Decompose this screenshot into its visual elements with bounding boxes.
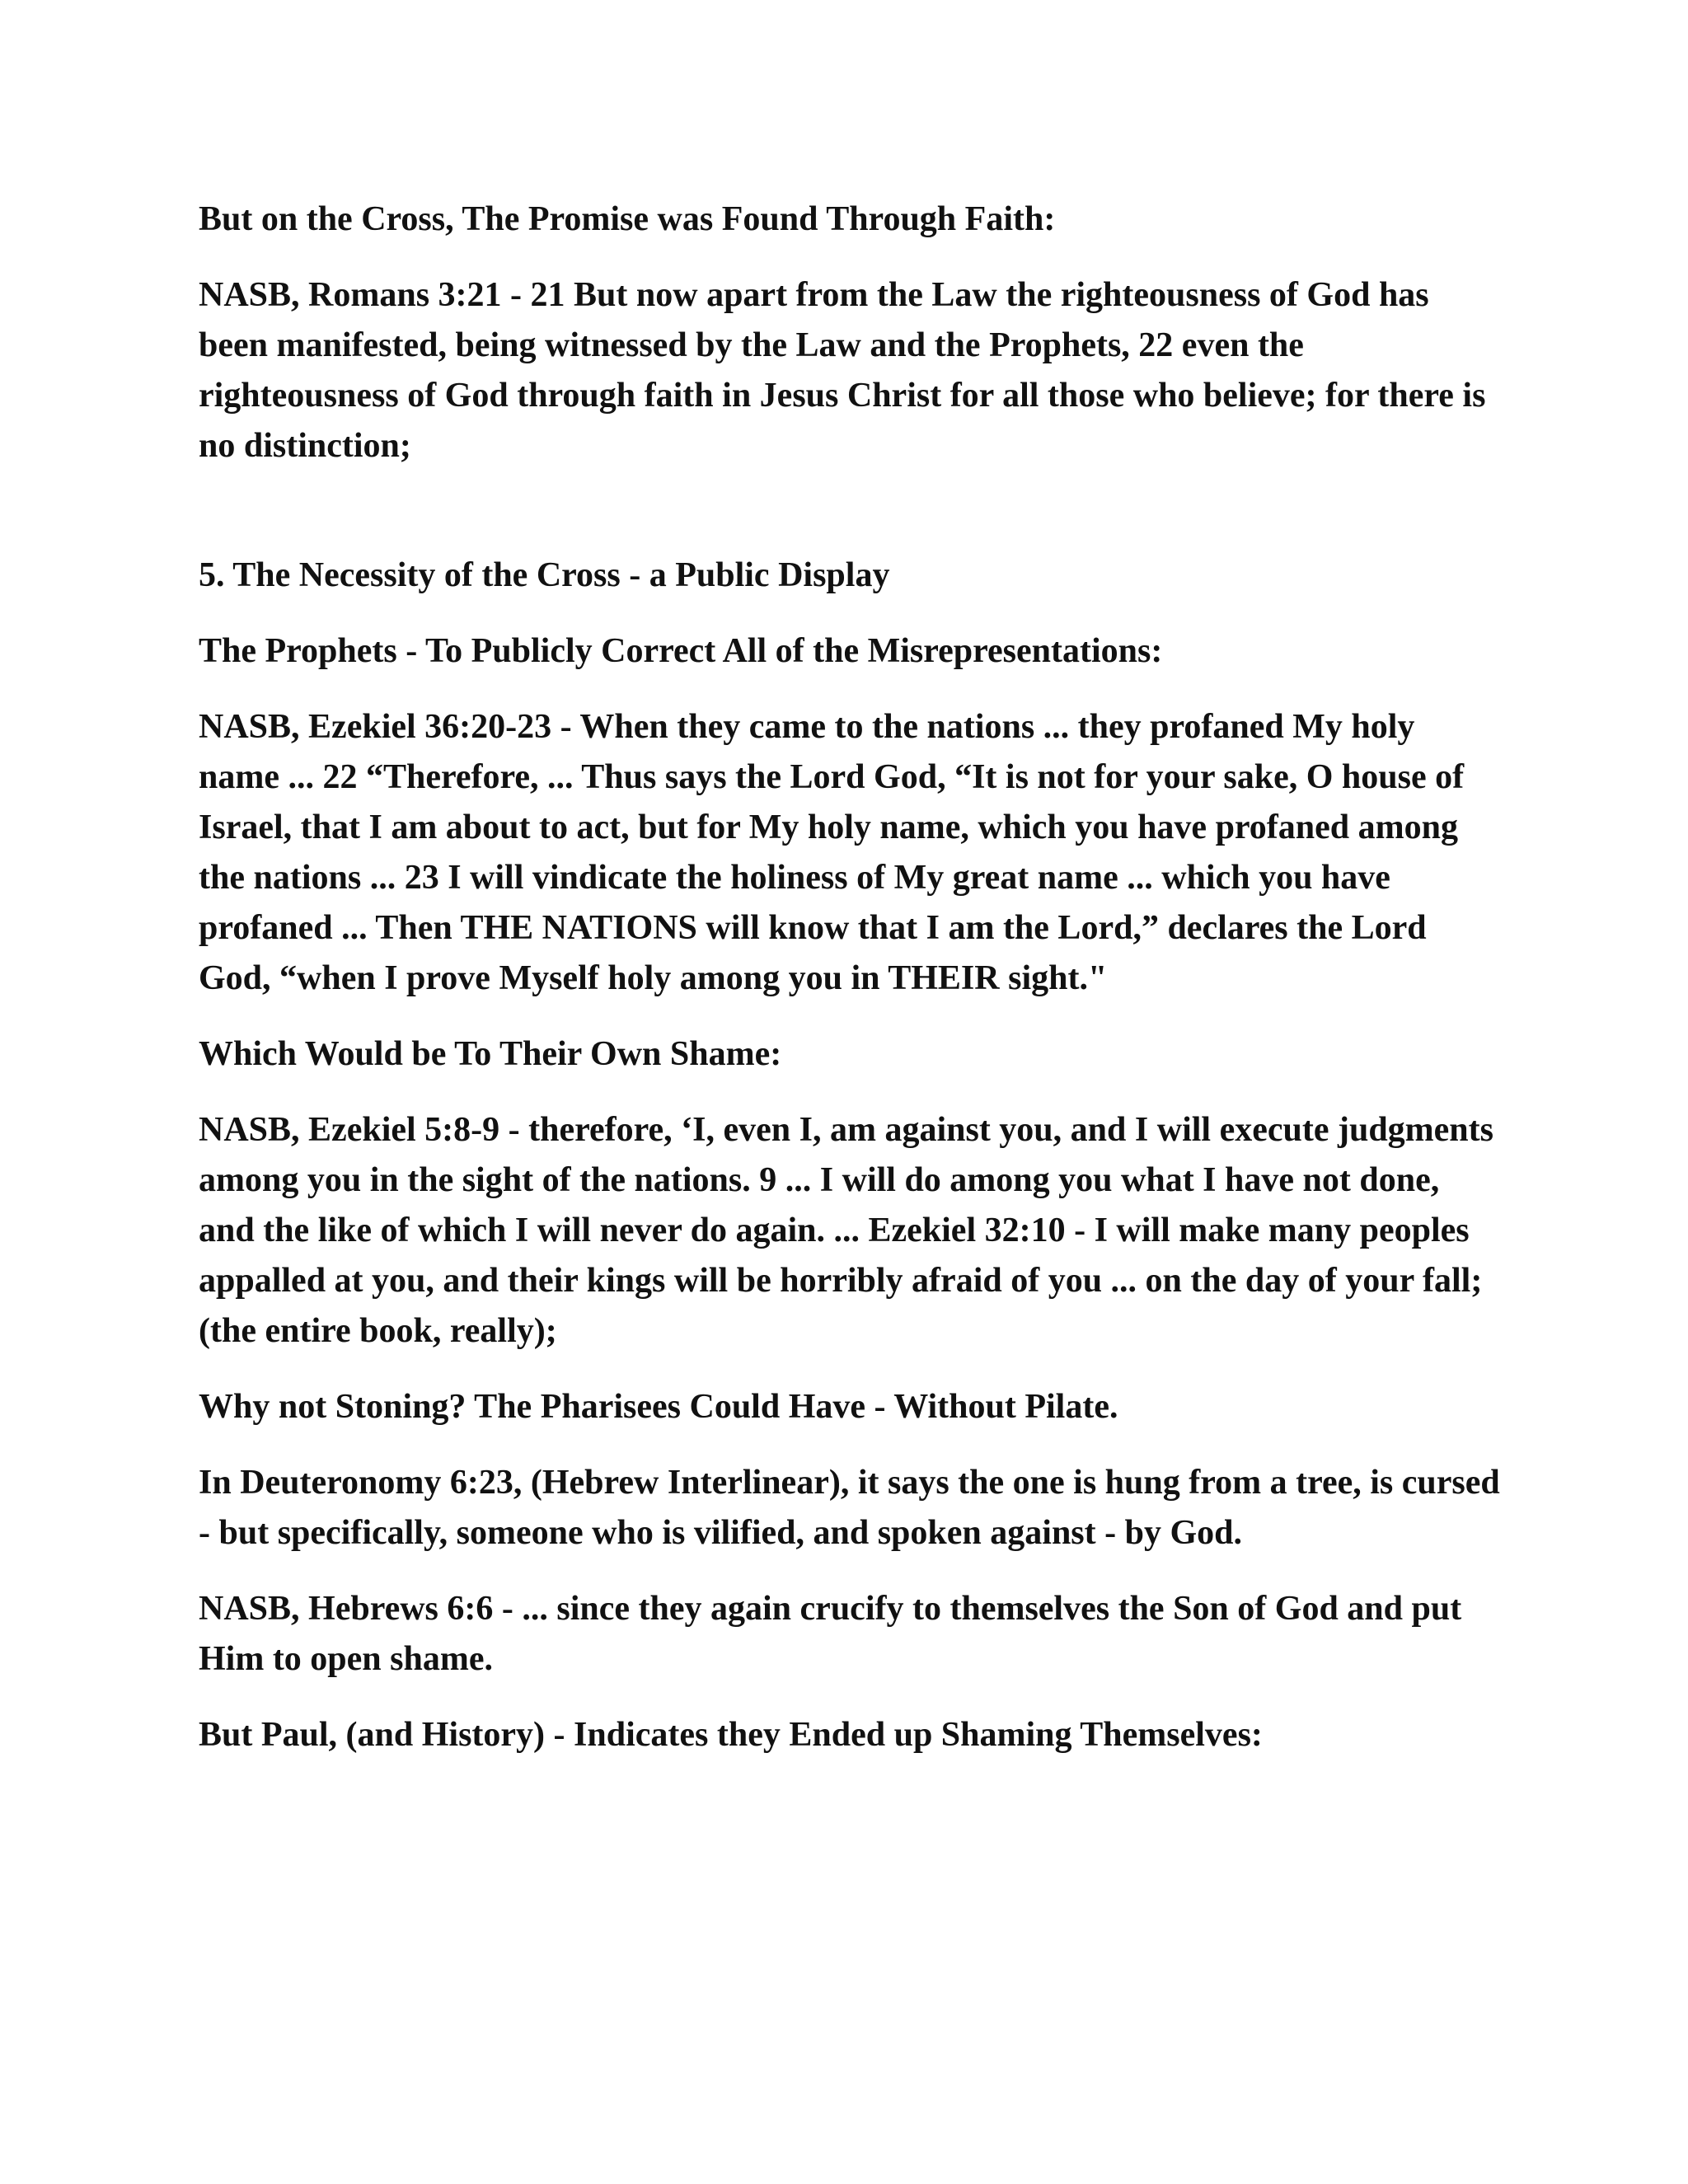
heading-promise-through-faith: But on the Cross, The Promise was Found Through Faith:: [199, 200, 1056, 238]
heading-why-not-stoning: Why not Stoning? The Pharisees Could Have - Without Pilate.: [199, 1388, 1118, 1426]
verse-ezekiel-36-20-23: NASB, Ezekiel 36:20-23 - When they came to the nations ... they profaned My holy name ... 22 “Therefore, ... Thus says the Lord God, “It is not for your sake, O house of Israel, that I am about to act, but for My holy name, which you have profaned among the nations ... 23 I will vindicate the holiness of My great name ... which you have profaned ... Then THE NATIONS will know that I am the Lord,” declares the Lord God, “when I prove Myself holy among you in THEIR sight.": [199, 708, 1465, 997]
verse-ezekiel-5-8-9: NASB, Ezekiel 5:8-9 - therefore, ‘I, even I, am against you, and I will execute judgments among you in the sight of the nations. 9 ... I will do among you what I have not done, and the like of which I will never do again. ... Ezekiel 32:10 - I will make many peoples appalled at you, and their kings will be horribly afraid of you ... on the day of your fall; (the entire book, really);: [199, 1111, 1494, 1350]
document-body: [199, 194, 1501, 1786]
section-heading-necessity-of-cross: 5. The Necessity of the Cross - a Public Display: [199, 556, 890, 594]
verse-hebrews-6-6: NASB, Hebrews 6:6 - ... since they again crucify to themselves the Son of God and put Him to open shame.: [199, 1590, 1462, 1678]
paragraph-deuteronomy-6-23: In Deuteronomy 6:23, (Hebrew Interlinear), it says the one is hung from a tree, is cursed - but specifically, someone who is vilified, and spoken against - by God.: [199, 1464, 1500, 1552]
heading-paul-and-history: But Paul, (and History) - Indicates they Ended up Shaming Themselves:: [199, 1716, 1263, 1754]
verse-romans-3-21: NASB, Romans 3:21 - 21 But now apart from the Law the righteousness of God has been manifested, being witnessed by the Law and the Prophets, 22 even the righteousness of God through faith in Jesus Christ for all those who believe; for there is no distinction;: [199, 276, 1486, 465]
heading-prophets-publicly-correct: The Prophets - To Publicly Correct All of the Misrepresentations:: [199, 632, 1163, 670]
heading-their-own-shame: Which Would be To Their Own Shame:: [199, 1035, 782, 1073]
